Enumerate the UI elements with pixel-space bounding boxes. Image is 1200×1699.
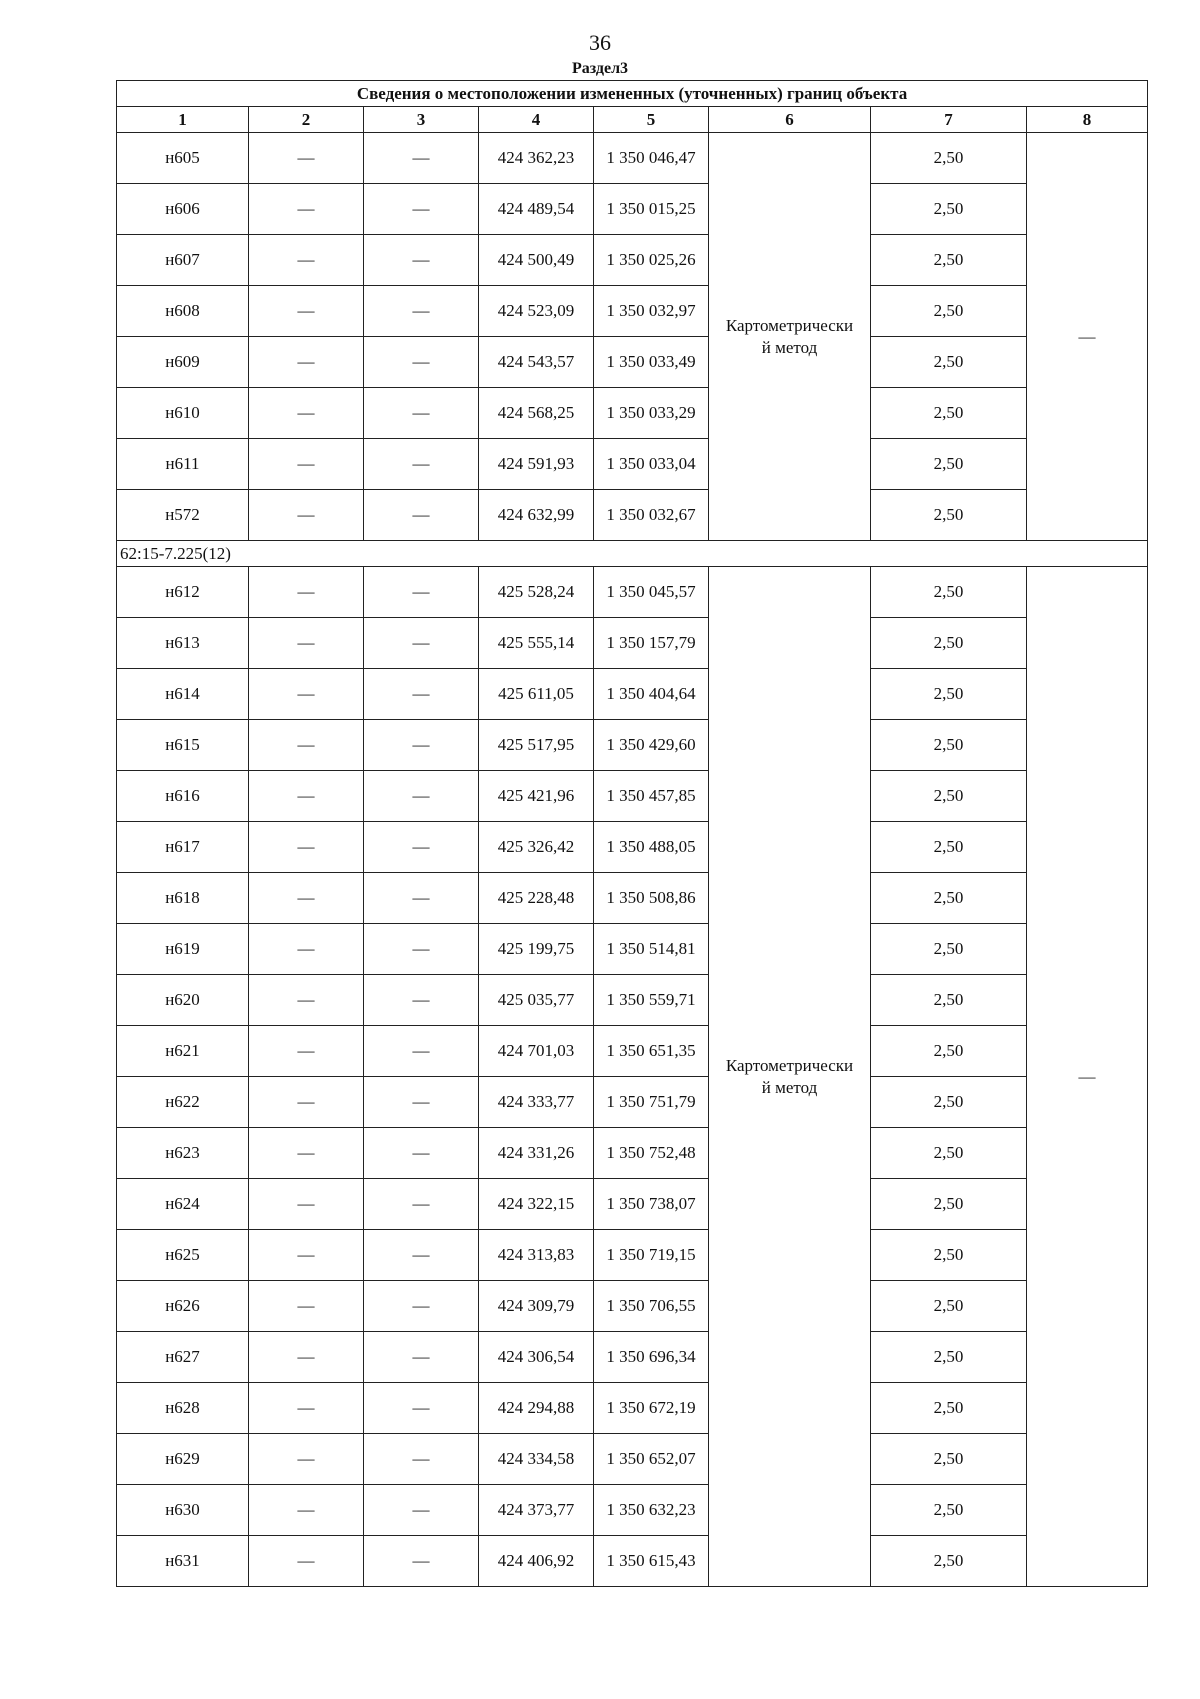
y-coordinate-cell: 1 350 157,79 xyxy=(594,618,709,669)
y-coordinate-cell: 1 350 719,15 xyxy=(594,1230,709,1281)
point-name-cell: н605 xyxy=(117,133,249,184)
col3-cell: — xyxy=(364,1536,479,1587)
x-coordinate-cell: 425 421,96 xyxy=(479,771,594,822)
x-coordinate-cell: 425 228,48 xyxy=(479,873,594,924)
precision-cell: 2,50 xyxy=(871,1281,1027,1332)
col2-cell: — xyxy=(249,439,364,490)
col8-cell: — xyxy=(1027,133,1148,541)
point-name-cell: н615 xyxy=(117,720,249,771)
point-name-cell: н627 xyxy=(117,1332,249,1383)
precision-cell: 2,50 xyxy=(871,1536,1027,1587)
x-coordinate-cell: 424 306,54 xyxy=(479,1332,594,1383)
col3-cell: — xyxy=(364,1230,479,1281)
point-name-cell: н621 xyxy=(117,1026,249,1077)
x-coordinate-cell: 425 517,95 xyxy=(479,720,594,771)
col2-cell: — xyxy=(249,286,364,337)
point-name-cell: н606 xyxy=(117,184,249,235)
x-coordinate-cell: 424 313,83 xyxy=(479,1230,594,1281)
col2-cell: — xyxy=(249,720,364,771)
column-number-5: 5 xyxy=(594,107,709,133)
precision-cell: 2,50 xyxy=(871,184,1027,235)
precision-cell: 2,50 xyxy=(871,771,1027,822)
col3-cell: — xyxy=(364,235,479,286)
point-name-cell: н630 xyxy=(117,1485,249,1536)
y-coordinate-cell: 1 350 046,47 xyxy=(594,133,709,184)
point-name-cell: н612 xyxy=(117,567,249,618)
method-text-line1: Картометрически xyxy=(725,315,854,335)
y-coordinate-cell: 1 350 706,55 xyxy=(594,1281,709,1332)
col2-cell: — xyxy=(249,133,364,184)
precision-cell: 2,50 xyxy=(871,720,1027,771)
precision-cell: 2,50 xyxy=(871,669,1027,720)
point-name-cell: н572 xyxy=(117,490,249,541)
y-coordinate-cell: 1 350 032,97 xyxy=(594,286,709,337)
y-coordinate-cell: 1 350 404,64 xyxy=(594,669,709,720)
x-coordinate-cell: 424 309,79 xyxy=(479,1281,594,1332)
precision-cell: 2,50 xyxy=(871,1026,1027,1077)
x-coordinate-cell: 424 334,58 xyxy=(479,1434,594,1485)
x-coordinate-cell: 424 362,23 xyxy=(479,133,594,184)
y-coordinate-cell: 1 350 033,29 xyxy=(594,388,709,439)
y-coordinate-cell: 1 350 751,79 xyxy=(594,1077,709,1128)
point-name-cell: н609 xyxy=(117,337,249,388)
point-name-cell: н610 xyxy=(117,388,249,439)
column-number-1: 1 xyxy=(117,107,249,133)
col3-cell: — xyxy=(364,618,479,669)
y-coordinate-cell: 1 350 752,48 xyxy=(594,1128,709,1179)
col2-cell: — xyxy=(249,1281,364,1332)
col3-cell: — xyxy=(364,1434,479,1485)
x-coordinate-cell: 424 701,03 xyxy=(479,1026,594,1077)
table-row xyxy=(117,490,1148,541)
y-coordinate-cell: 1 350 033,49 xyxy=(594,337,709,388)
point-name-cell: н628 xyxy=(117,1383,249,1434)
precision-cell: 2,50 xyxy=(871,1485,1027,1536)
precision-cell: 2,50 xyxy=(871,439,1027,490)
table-row xyxy=(117,822,1148,873)
table-row xyxy=(117,1434,1148,1485)
y-coordinate-cell: 1 350 457,85 xyxy=(594,771,709,822)
x-coordinate-cell: 424 294,88 xyxy=(479,1383,594,1434)
table-row xyxy=(117,286,1148,337)
col2-cell: — xyxy=(249,1179,364,1230)
precision-cell: 2,50 xyxy=(871,388,1027,439)
table-row xyxy=(117,1485,1148,1536)
col2-cell: — xyxy=(249,924,364,975)
method-text-line2: й метод xyxy=(761,1077,818,1097)
table-row xyxy=(117,1128,1148,1179)
table-row xyxy=(117,975,1148,1026)
col2-cell: — xyxy=(249,975,364,1026)
precision-cell: 2,50 xyxy=(871,1128,1027,1179)
point-name-cell: н620 xyxy=(117,975,249,1026)
point-name-cell: н618 xyxy=(117,873,249,924)
y-coordinate-cell: 1 350 615,43 xyxy=(594,1536,709,1587)
table-title: Сведения о местоположении измененных (уточненных) границ объекта xyxy=(117,81,1148,107)
method-cell xyxy=(709,133,871,541)
precision-cell: 2,50 xyxy=(871,1383,1027,1434)
y-coordinate-cell: 1 350 651,35 xyxy=(594,1026,709,1077)
col2-cell: — xyxy=(249,388,364,439)
table-row xyxy=(117,1077,1148,1128)
col2-cell: — xyxy=(249,337,364,388)
x-coordinate-cell: 424 333,77 xyxy=(479,1077,594,1128)
precision-cell: 2,50 xyxy=(871,286,1027,337)
col3-cell: — xyxy=(364,184,479,235)
y-coordinate-cell: 1 350 738,07 xyxy=(594,1179,709,1230)
table-row xyxy=(117,1281,1148,1332)
precision-cell: 2,50 xyxy=(871,924,1027,975)
col2-cell: — xyxy=(249,1434,364,1485)
point-name-cell: н617 xyxy=(117,822,249,873)
col8-cell: — xyxy=(1027,567,1148,1587)
x-coordinate-cell: 424 406,92 xyxy=(479,1536,594,1587)
point-name-cell: н623 xyxy=(117,1128,249,1179)
y-coordinate-cell: 1 350 015,25 xyxy=(594,184,709,235)
col2-cell: — xyxy=(249,1383,364,1434)
x-coordinate-cell: 424 322,15 xyxy=(479,1179,594,1230)
method-cell xyxy=(709,567,871,1587)
y-coordinate-cell: 1 350 025,26 xyxy=(594,235,709,286)
y-coordinate-cell: 1 350 508,86 xyxy=(594,873,709,924)
col2-cell: — xyxy=(249,1536,364,1587)
y-coordinate-cell: 1 350 045,57 xyxy=(594,567,709,618)
table-row xyxy=(117,388,1148,439)
precision-cell: 2,50 xyxy=(871,822,1027,873)
column-number-6: 6 xyxy=(709,107,871,133)
col2-cell: — xyxy=(249,1230,364,1281)
table-row xyxy=(117,873,1148,924)
precision-cell: 2,50 xyxy=(871,873,1027,924)
point-name-cell: н613 xyxy=(117,618,249,669)
x-coordinate-cell: 424 543,57 xyxy=(479,337,594,388)
col2-cell: — xyxy=(249,873,364,924)
page-number: 36 xyxy=(589,30,611,55)
y-coordinate-cell: 1 350 632,23 xyxy=(594,1485,709,1536)
x-coordinate-cell: 425 035,77 xyxy=(479,975,594,1026)
col3-cell: — xyxy=(364,1179,479,1230)
col3-cell: — xyxy=(364,873,479,924)
x-coordinate-cell: 424 331,26 xyxy=(479,1128,594,1179)
col3-cell: — xyxy=(364,924,479,975)
x-coordinate-cell: 424 568,25 xyxy=(479,388,594,439)
col2-cell: — xyxy=(249,1128,364,1179)
col3-cell: — xyxy=(364,388,479,439)
y-coordinate-cell: 1 350 429,60 xyxy=(594,720,709,771)
precision-cell: 2,50 xyxy=(871,1230,1027,1281)
col3-cell: — xyxy=(364,669,479,720)
precision-cell: 2,50 xyxy=(871,567,1027,618)
col2-cell: — xyxy=(249,1077,364,1128)
method-text-line1: Картометрически xyxy=(725,1055,854,1075)
point-name-cell: н611 xyxy=(117,439,249,490)
method-text-line2: й метод xyxy=(761,337,818,357)
table-row xyxy=(117,1179,1148,1230)
x-coordinate-cell: 424 523,09 xyxy=(479,286,594,337)
precision-cell: 2,50 xyxy=(871,133,1027,184)
col2-cell: — xyxy=(249,669,364,720)
point-name-cell: н614 xyxy=(117,669,249,720)
x-coordinate-cell: 424 373,77 xyxy=(479,1485,594,1536)
y-coordinate-cell: 1 350 514,81 xyxy=(594,924,709,975)
point-name-cell: н626 xyxy=(117,1281,249,1332)
table-row xyxy=(117,1026,1148,1077)
boundary-table xyxy=(116,80,1148,1587)
point-name-cell: н608 xyxy=(117,286,249,337)
x-coordinate-cell: 424 489,54 xyxy=(479,184,594,235)
column-number-2: 2 xyxy=(249,107,364,133)
x-coordinate-cell: 424 632,99 xyxy=(479,490,594,541)
table-row xyxy=(117,133,1148,184)
precision-cell: 2,50 xyxy=(871,975,1027,1026)
point-name-cell: н619 xyxy=(117,924,249,975)
col3-cell: — xyxy=(364,439,479,490)
parcel-label-row xyxy=(117,541,1148,567)
col3-cell: — xyxy=(364,133,479,184)
col2-cell: — xyxy=(249,235,364,286)
table-row xyxy=(117,669,1148,720)
column-number-row xyxy=(117,107,1148,133)
col3-cell: — xyxy=(364,1281,479,1332)
section-title: Раздел3 xyxy=(571,60,629,77)
y-coordinate-cell: 1 350 672,19 xyxy=(594,1383,709,1434)
col2-cell: — xyxy=(249,1026,364,1077)
point-name-cell: н622 xyxy=(117,1077,249,1128)
col3-cell: — xyxy=(364,771,479,822)
col3-cell: — xyxy=(364,286,479,337)
col2-cell: — xyxy=(249,618,364,669)
col2-cell: — xyxy=(249,1332,364,1383)
col3-cell: — xyxy=(364,822,479,873)
y-coordinate-cell: 1 350 696,34 xyxy=(594,1332,709,1383)
column-number-7: 7 xyxy=(871,107,1027,133)
precision-cell: 2,50 xyxy=(871,490,1027,541)
col3-cell: — xyxy=(364,337,479,388)
x-coordinate-cell: 424 591,93 xyxy=(479,439,594,490)
table-row xyxy=(117,235,1148,286)
table-row xyxy=(117,439,1148,490)
table-row xyxy=(117,1383,1148,1434)
precision-cell: 2,50 xyxy=(871,618,1027,669)
y-coordinate-cell: 1 350 033,04 xyxy=(594,439,709,490)
column-number-8: 8 xyxy=(1027,107,1148,133)
table-row xyxy=(117,720,1148,771)
table-row xyxy=(117,771,1148,822)
column-number-3: 3 xyxy=(364,107,479,133)
x-coordinate-cell: 424 500,49 xyxy=(479,235,594,286)
col3-cell: — xyxy=(364,490,479,541)
col2-cell: — xyxy=(249,184,364,235)
table-row xyxy=(117,1332,1148,1383)
parcel-label: 62:15-7.225(12) xyxy=(117,541,1148,567)
column-number-4: 4 xyxy=(479,107,594,133)
precision-cell: 2,50 xyxy=(871,1434,1027,1485)
col3-cell: — xyxy=(364,975,479,1026)
precision-cell: 2,50 xyxy=(871,235,1027,286)
col2-cell: — xyxy=(249,567,364,618)
point-name-cell: н625 xyxy=(117,1230,249,1281)
col3-cell: — xyxy=(364,1128,479,1179)
col2-cell: — xyxy=(249,490,364,541)
table-row xyxy=(117,618,1148,669)
table-row xyxy=(117,924,1148,975)
col3-cell: — xyxy=(364,1383,479,1434)
y-coordinate-cell: 1 350 559,71 xyxy=(594,975,709,1026)
y-coordinate-cell: 1 350 032,67 xyxy=(594,490,709,541)
col3-cell: — xyxy=(364,1077,479,1128)
y-coordinate-cell: 1 350 652,07 xyxy=(594,1434,709,1485)
col3-cell: — xyxy=(364,1026,479,1077)
x-coordinate-cell: 425 555,14 xyxy=(479,618,594,669)
col3-cell: — xyxy=(364,1332,479,1383)
col3-cell: — xyxy=(364,1485,479,1536)
x-coordinate-cell: 425 528,24 xyxy=(479,567,594,618)
precision-cell: 2,50 xyxy=(871,1077,1027,1128)
col2-cell: — xyxy=(249,822,364,873)
table-row xyxy=(117,1536,1148,1587)
x-coordinate-cell: 425 326,42 xyxy=(479,822,594,873)
table-row xyxy=(117,184,1148,235)
col3-cell: — xyxy=(364,720,479,771)
point-name-cell: н629 xyxy=(117,1434,249,1485)
precision-cell: 2,50 xyxy=(871,337,1027,388)
x-coordinate-cell: 425 199,75 xyxy=(479,924,594,975)
col2-cell: — xyxy=(249,771,364,822)
y-coordinate-cell: 1 350 488,05 xyxy=(594,822,709,873)
col2-cell: — xyxy=(249,1485,364,1536)
point-name-cell: н616 xyxy=(117,771,249,822)
table-row xyxy=(117,1230,1148,1281)
table-row xyxy=(117,567,1148,618)
precision-cell: 2,50 xyxy=(871,1179,1027,1230)
point-name-cell: н631 xyxy=(117,1536,249,1587)
col3-cell: — xyxy=(364,567,479,618)
point-name-cell: н607 xyxy=(117,235,249,286)
point-name-cell: н624 xyxy=(117,1179,249,1230)
table-row xyxy=(117,337,1148,388)
x-coordinate-cell: 425 611,05 xyxy=(479,669,594,720)
precision-cell: 2,50 xyxy=(871,1332,1027,1383)
